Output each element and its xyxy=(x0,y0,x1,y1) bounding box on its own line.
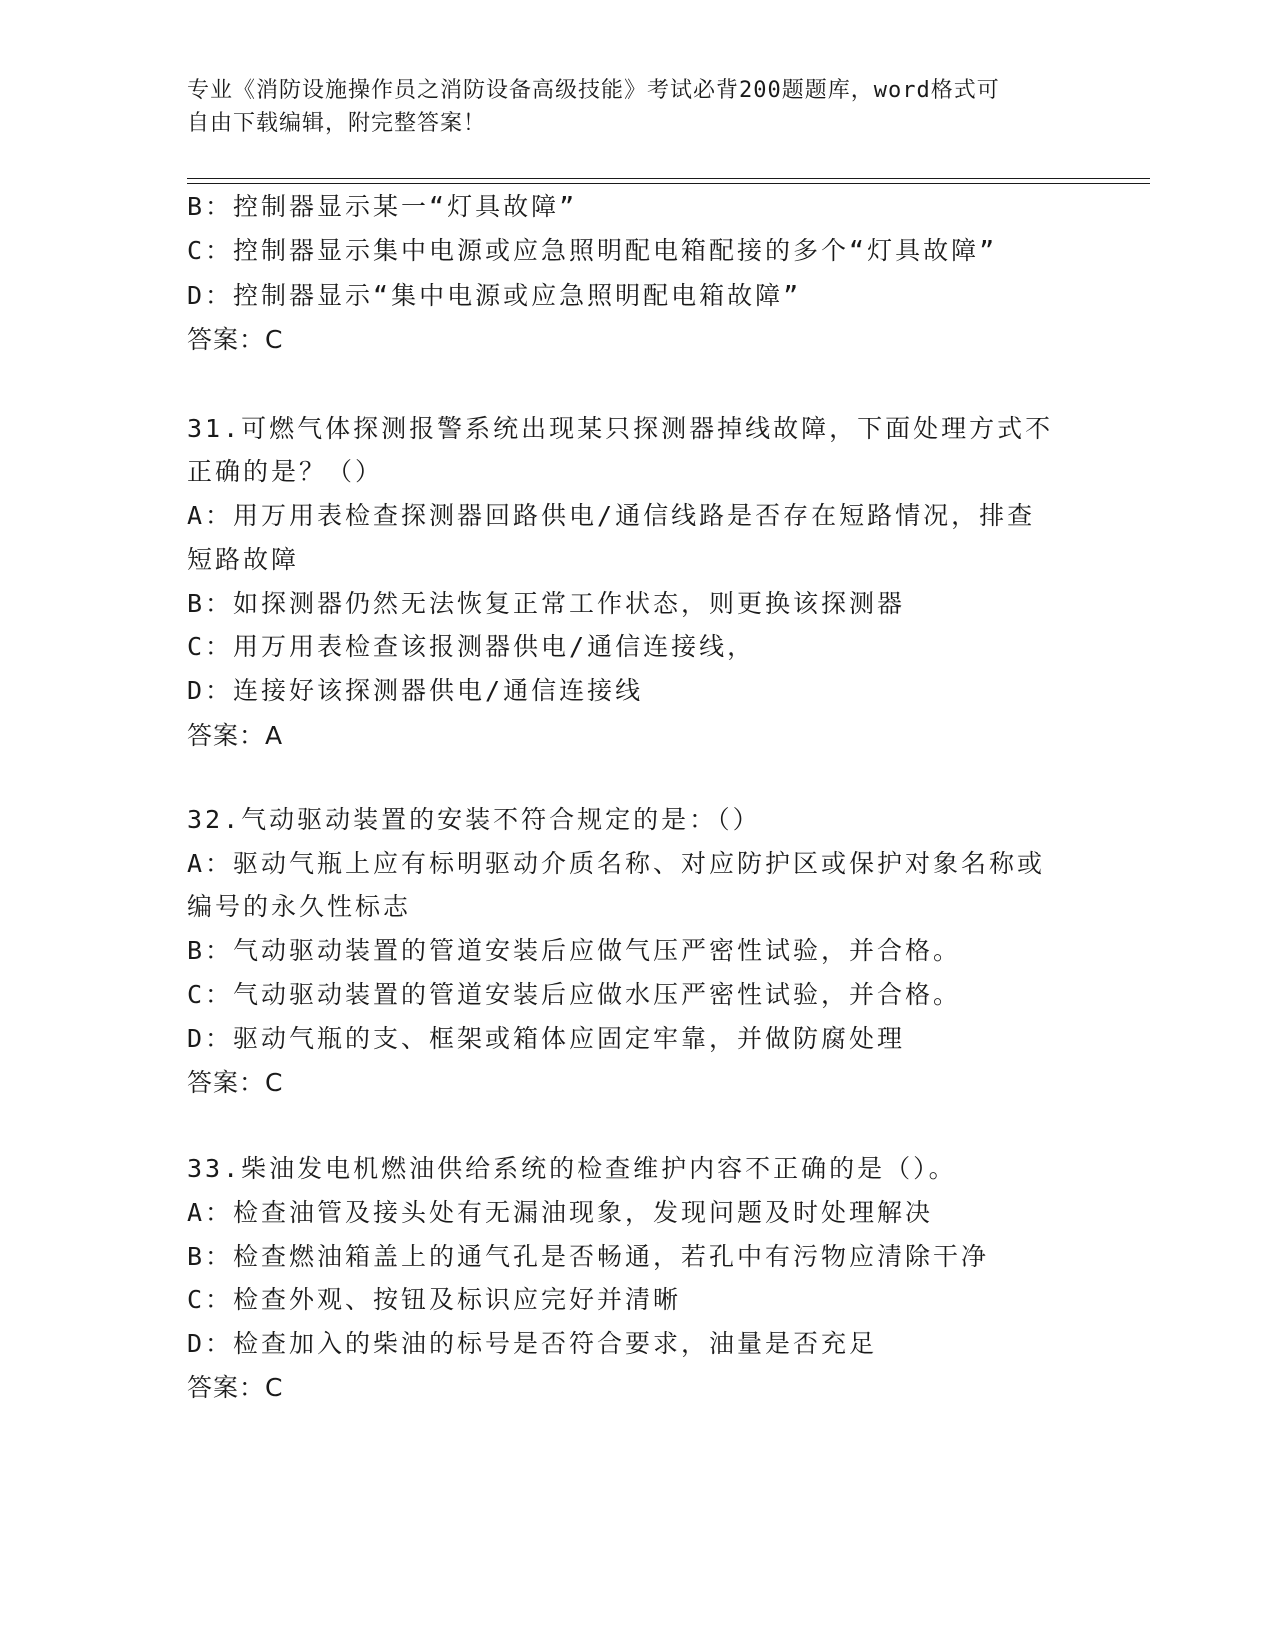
question-33-option-d: D：检查加入的柴油的标号是否符合要求，油量是否充足 xyxy=(187,1329,878,1358)
question-33-option-b: B：检查燃油箱盖上的通气孔是否畅通，若孔中有污物应清除干净 xyxy=(187,1242,990,1271)
question-32-answer: 答案：C xyxy=(187,1068,284,1097)
question-31-option-a-cont: 短路故障 xyxy=(187,545,300,574)
question-31-stem-cont: 正确的是？（） xyxy=(187,457,384,486)
question-32-option-d: D：驱动气瓶的支、框架或箱体应固定牢靠，并做防腐处理 xyxy=(187,1024,906,1053)
prev-question-option-b: B：控制器显示某一“灯具故障” xyxy=(187,192,578,221)
document-header xyxy=(187,74,1067,140)
question-31-option-b: B：如探测器仍然无法恢复正常工作状态，则更换该探测器 xyxy=(187,589,906,618)
question-32-option-a: A：驱动气瓶上应有标明驱动介质名称、对应防护区或保护对象名称或 xyxy=(187,849,1046,878)
prev-question-option-c: C：控制器显示集中电源或应急照明配电箱配接的多个“灯具故障” xyxy=(187,236,998,265)
prev-question-option-d: D：控制器显示“集中电源或应急照明配电箱故障” xyxy=(187,281,802,310)
header-line-2: 自由下载编辑，附完整答案！ xyxy=(187,111,487,136)
question-33-option-a: A：检查油管及接头处有无漏油现象，发现问题及时处理解决 xyxy=(187,1198,934,1227)
question-31-answer: 答案：A xyxy=(187,721,284,750)
question-33-answer: 答案：C xyxy=(187,1373,284,1402)
question-31-stem: 31.可燃气体探测报警系统出现某只探测器掉线故障，下面处理方式不 xyxy=(187,414,1054,443)
question-32-stem: 32.气动驱动装置的安装不符合规定的是：（） xyxy=(187,805,761,834)
question-32-option-b: B：气动驱动装置的管道安装后应做气压严密性试验，并合格。 xyxy=(187,936,962,965)
question-31-option-c: C：用万用表检查该报测器供电/通信连接线， xyxy=(187,632,756,661)
question-33-option-c: C：检查外观、按钮及标识应完好并清晰 xyxy=(187,1285,682,1314)
header-divider-bottom xyxy=(187,183,1150,184)
header-line-1: 专业《消防设施操作员之消防设备高级技能》考试必背200题题库，word格式可 xyxy=(187,78,1000,103)
prev-question-answer: 答案：C xyxy=(187,325,284,354)
question-31-option-a: A：用万用表检查探测器回路供电/通信线路是否存在短路情况，排查 xyxy=(187,501,1036,530)
question-32-option-c: C：气动驱动装置的管道安装后应做水压严密性试验，并合格。 xyxy=(187,980,962,1009)
question-33-stem: 33.柴油发电机燃油供给系统的检查维护内容不正确的是（）。 xyxy=(187,1154,957,1183)
question-32-option-a-cont: 编号的永久性标志 xyxy=(187,892,412,921)
header-divider-top xyxy=(187,178,1150,179)
question-31-option-d: D：连接好该探测器供电/通信连接线 xyxy=(187,676,644,705)
